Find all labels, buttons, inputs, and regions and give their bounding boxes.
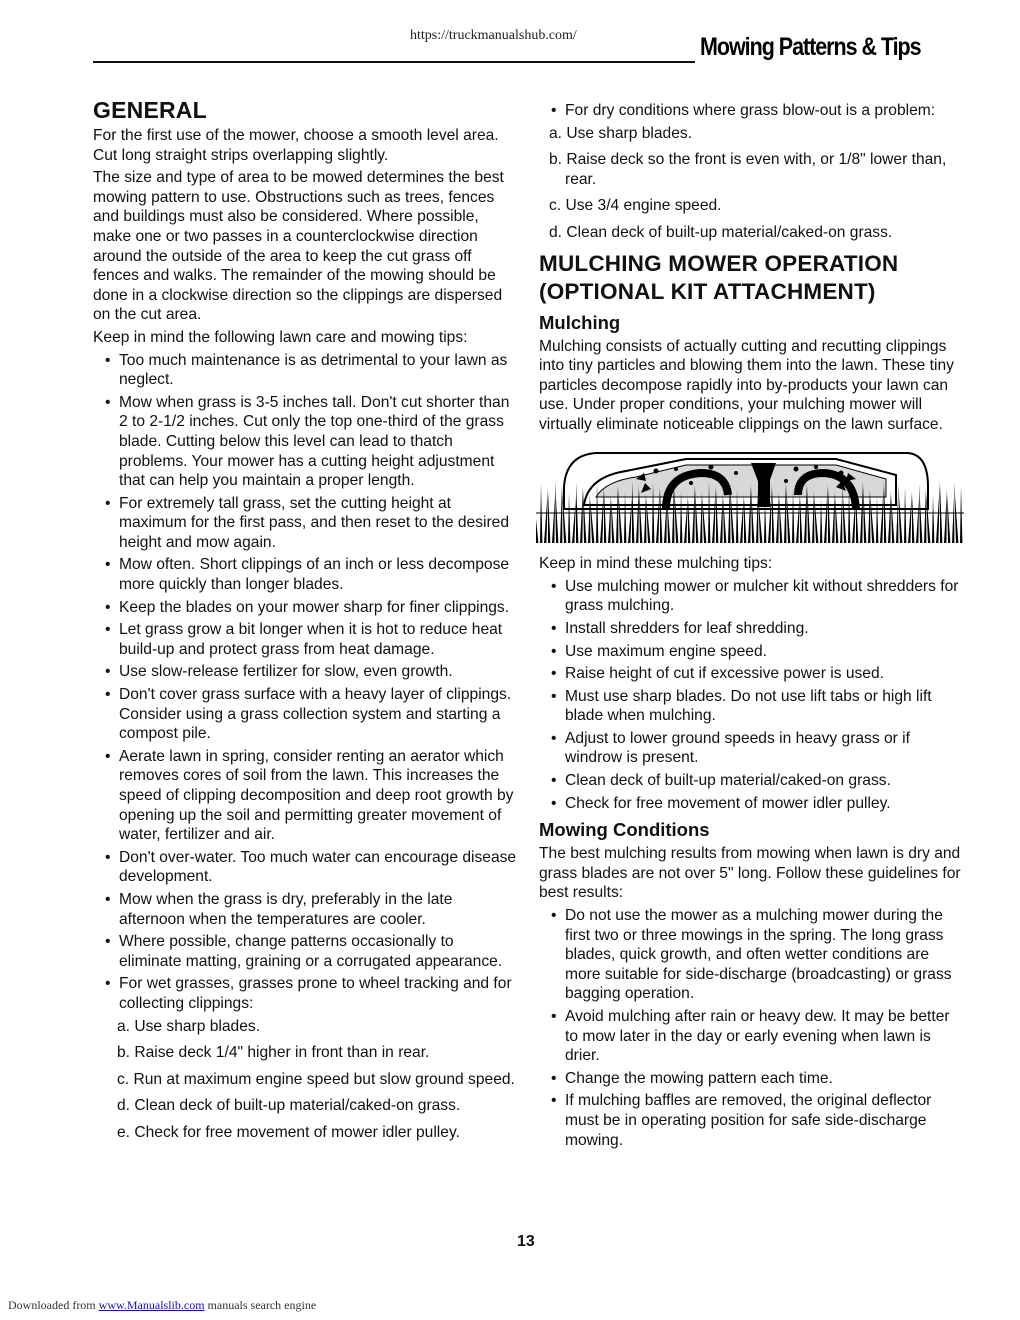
left-column <box>93 97 518 1150</box>
list-item: • Don't over-water. Too much water can encourage disease development. <box>93 848 518 887</box>
lawn-tips-list <box>93 351 518 1014</box>
list-item: • For wet grasses, grasses prone to wheel tracking and for collecting clippings: <box>93 974 518 1013</box>
footer-suffix: manuals search engine <box>204 1298 317 1312</box>
list-item: • For extremely tall grass, set the cutting height at maximum for the first pass, and then reset to the desired height and mow again. <box>93 494 518 553</box>
list-item: • Mow when the grass is dry, preferably in the late afternoon when the temperatures are cooler. <box>93 890 518 929</box>
general-heading: GENERAL <box>93 97 207 123</box>
mulching-paragraph: Mulching consists of actually cutting and recutting clippings into tiny particles and blowing them into the lawn. These tiny particles decompose rapidly into by-products your lawn can use. Under proper conditions, your mulching mower will virtually eliminate noticeable clippings on the lawn surface. <box>539 337 954 433</box>
list-item: • Do not use the mower as a mulching mower during the first two or three mowings in the spring. The long grass blades, quick growth, and often wetter conditions are more suitable for side-discharge (broadcasting) or grass bagging operation. <box>539 906 964 1004</box>
general-paragraph: Keep in mind the following lawn care and mowing tips: <box>93 328 468 346</box>
mulching-subheading: Mulching <box>539 311 621 333</box>
list-item: • Raise height of cut if excessive power is used. <box>539 664 964 684</box>
list-item: • Mow when grass is 3-5 inches tall. Don't cut shorter than 2 to 2-1/2 inches. Cut only the top one-third of the grass blade. Cutting below this level can lead to thatch problems. Your mower has a cutting height adjustment that can help you maintain a proper length. <box>93 393 518 491</box>
list-item: • Avoid mulching after rain or heavy dew. It may be better to mow later in the day or early evening when lawn is drier. <box>539 1007 964 1066</box>
page-number: 13 <box>517 1233 535 1250</box>
mulching-deck-illustration <box>536 447 964 543</box>
list-item: • Let grass grow a bit longer when it is hot to reduce heat build-up and protect grass from heat damage. <box>93 620 518 659</box>
list-item: • Install shredders for leaf shredding. <box>539 619 964 639</box>
general-paragraph: For the first use of the mower, choose a smooth level area. Cut long straight strips overlapping slightly. <box>93 127 499 164</box>
list-item: • Change the mowing pattern each time. <box>539 1069 964 1089</box>
mulching-tips-intro: Keep in mind these mulching tips: <box>539 555 773 573</box>
list-item: d. Clean deck of built-up material/caked-on grass. <box>549 223 893 241</box>
list-item: c. Use 3/4 engine speed. <box>549 197 722 215</box>
list-item: • Don't cover grass surface with a heavy layer of clippings. Consider using a grass collection system and starting a compost pile. <box>93 685 518 744</box>
right-column <box>539 101 964 1153</box>
list-item: • Mow often. Short clippings of an inch or less decompose more quickly than longer blades. <box>93 555 518 594</box>
source-url: https://truckmanualshub.com/ <box>410 28 577 43</box>
list-item: d. Clean deck of built-up material/caked-on grass. <box>117 1097 461 1115</box>
wet-grass-steps <box>93 1017 518 1143</box>
conditions-list <box>539 906 964 1150</box>
list-item: • Keep the blades on your mower sharp for finer clippings. <box>93 598 518 618</box>
list-item: a. Use sharp blades. <box>117 1017 261 1035</box>
footer-prefix: Downloaded from <box>8 1298 99 1312</box>
list-item: • Use maximum engine speed. <box>539 642 964 662</box>
manualslib-link[interactable]: www.Manualslib.com <box>98 1298 205 1312</box>
list-item: • For dry conditions where grass blow-out is a problem: <box>539 101 964 121</box>
general-paragraph: The size and type of area to be mowed determines the best mowing pattern to use. Obstructions such as trees, fences and buildings must also be considered. Where possible, make one or two passes in a counterclockwise direction around the outside of the area to keep the cut grass off fences and walks. The remainder of the mowing should be done in a clockwise direction so the clippings are dispersed on the cut area. <box>93 169 504 324</box>
list-item: • Adjust to lower ground speeds in heavy grass or if windrow is present. <box>539 729 964 768</box>
list-item: • Too much maintenance is as detrimental to your lawn as neglect. <box>93 351 518 390</box>
list-item: b. Raise deck so the front is even with, or 1/8" lower than, rear. <box>549 151 947 188</box>
list-item: c. Run at maximum engine speed but slow ground speed. <box>117 1070 515 1088</box>
dry-conditions-list <box>539 101 964 121</box>
section-title: Mowing Patterns & Tips <box>700 33 921 61</box>
list-item: • Check for free movement of mower idler pulley. <box>539 794 964 814</box>
list-item: • Must use sharp blades. Do not use lift tabs or high lift blade when mulching. <box>539 687 964 726</box>
list-item: • If mulching baffles are removed, the original deflector must be in operating position for safe side-discharge mowing. <box>539 1091 964 1150</box>
list-item: • Use slow-release fertilizer for slow, even growth. <box>93 662 518 682</box>
mulching-tips-list <box>539 577 964 814</box>
header-rule <box>93 61 695 63</box>
list-item: a. Use sharp blades. <box>549 124 693 142</box>
dry-steps <box>543 124 964 243</box>
list-item: b. Raise deck 1/4" higher in front than in rear. <box>117 1044 430 1062</box>
list-item: • Aerate lawn in spring, consider renting an aerator which removes cores of soil from the lawn. This increases the speed of clipping decomposition and deep root growth by opening up the soil and permitting greater movement of water, fertilizer and air. <box>93 747 518 845</box>
conditions-paragraph: The best mulching results from mowing when lawn is dry and grass blades are not over 5" long. Follow these guidelines for best results: <box>539 845 961 902</box>
conditions-subheading: Mowing Conditions <box>539 819 710 841</box>
list-item: • Use mulching mower or mulcher kit without shredders for grass mulching. <box>539 577 964 616</box>
list-item: e. Check for free movement of mower idler pulley. <box>117 1123 460 1141</box>
mulching-heading: MULCHING MOWER OPERATION (OPTIONAL KIT ATTACHMENT) <box>539 250 899 304</box>
list-item: • Clean deck of built-up material/caked-on grass. <box>539 771 964 791</box>
download-footer <box>8 1298 316 1313</box>
list-item: • Where possible, change patterns occasionally to eliminate matting, graining or a corrugated appearance. <box>93 932 518 971</box>
